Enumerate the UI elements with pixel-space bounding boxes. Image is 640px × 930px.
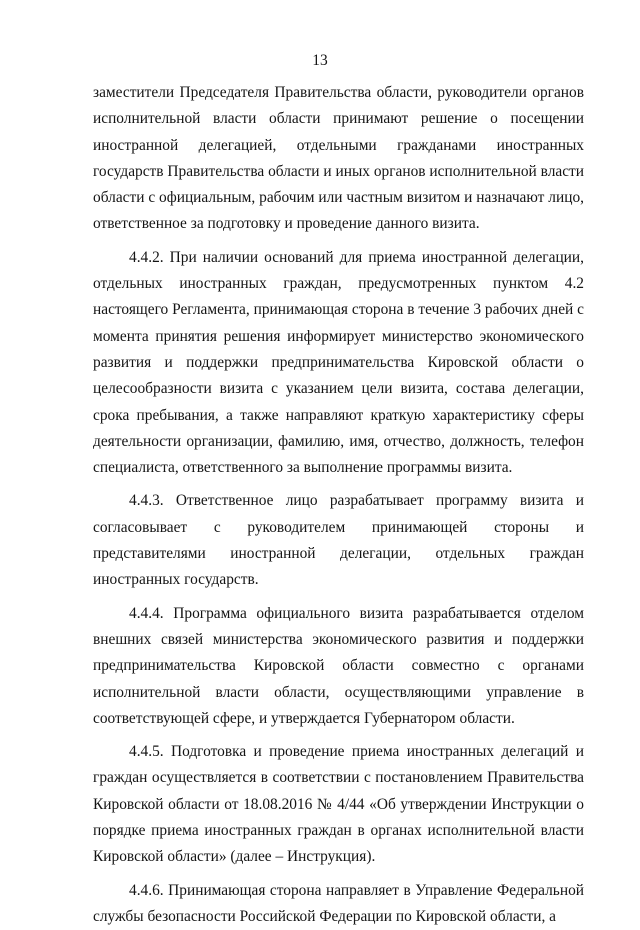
paragraph-continuation: заместители Председателя Правительства области, руководители органов исполнительной власти области принимают решение о посещении иностранной делегацией, отдельными гражданами иностранных государств Правительства области и иных органов исполнительной власти области с официальным, рабочим или частным визитом и назначают лицо, ответственное за подготовку и проведение данного визита. xyxy=(93,84,584,233)
document-body xyxy=(93,80,584,930)
paragraph-4-4-2: 4.4.2. При наличии оснований для приема иностранной делегации, отдельных иностранных граждан, предусмотренных пунктом 4.2 настоящего Регламента, принимающая сторона в течение 3 рабочих дней с момента принятия решения информирует министерство экономического развития и поддержки предпринимательства Кировской области о целесообразности визита с указанием цели визита, состава делегации, срока пребывания, а также направляют краткую характеристику сферы деятельности организации, фамилию, имя, отчество, должность, телефон специалиста, ответственного за выполнение программы визита. xyxy=(93,248,584,477)
paragraph-4-4-5: 4.4.5. Подготовка и проведение приема иностранных делегаций и граждан осуществляется в соответствии с постановлением Правительства Кировской области от 18.08.2016 № 4/44 «Об утверждении Инструкции о порядке приема иностранных граждан в органах исполнительной власти Кировской области» (далее – Инструкция). xyxy=(93,743,584,866)
paragraph-4-4-4: 4.4.4. Программа официального визита разрабатывается отделом внешних связей министерства экономического развития и поддержки предпринимательства Кировской области совместно с органами исполнительной власти области, осуществляющими управление в соответствующей сфере, и утверждается Губернатором области. xyxy=(93,604,584,727)
paragraph-4-4-3: 4.4.3. Ответственное лицо разрабатывает программу визита и согласовывает с руководителем принимающей стороны и представителями иностранной делегации, отдельных граждан иностранных государств. xyxy=(93,492,584,589)
page-number: 13 xyxy=(312,52,328,69)
paragraph-4-4-6: 4.4.6. Принимающая сторона направляет в Управление Федеральной службы безопасности Российской Федерации по Кировской области, а xyxy=(93,881,584,925)
